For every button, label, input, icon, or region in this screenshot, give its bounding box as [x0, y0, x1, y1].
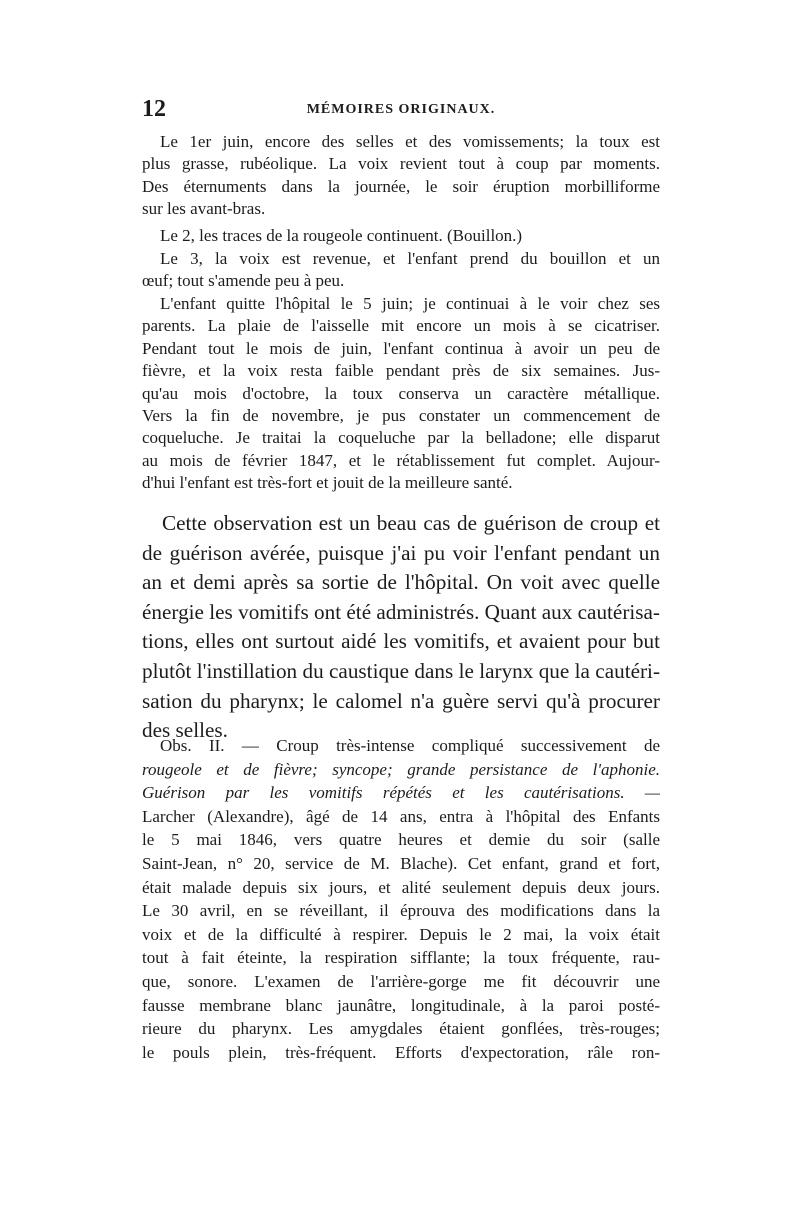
text-line: Le 1er juin, encore des selles et des vomissements; la toux est	[160, 132, 660, 151]
text-line: le 5 mai 1846, vers quatre heures et demie du soir (salle	[142, 830, 660, 850]
paragraph-commentary	[142, 509, 660, 746]
text-line: Saint-Jean, n° 20, service de M. Blache). Cet enfant, grand et fort,	[142, 853, 660, 873]
text-line: coqueluche. Je traitai la coqueluche par la belladone; elle disparut	[142, 428, 660, 448]
text-line: L'enfant quitte l'hôpital le 5 juin; je continuai à le voir chez ses	[160, 294, 660, 313]
running-head: MÉMOIRES ORIGINAUX.	[306, 102, 496, 117]
text-line: au mois de février 1847, et le rétablissement fut complet. Aujour-	[142, 450, 660, 470]
paragraph-observation-2	[142, 734, 660, 1064]
text-line: énergie les vomitifs ont été administrés. Quant aux cautérisa-	[142, 599, 660, 624]
text-line: fausse membrane blanc jaunâtre, longitudinale, à la paroi posté-	[142, 995, 660, 1015]
text-line: Le 3, la voix est revenue, et l'enfant prend du bouillon et un	[160, 249, 660, 268]
observation-heading-line: rougeole et de fièvre; syncope; grande persistance de l'aphonie.	[142, 759, 660, 779]
text-line: fièvre, et la voix resta faible pendant près de six semaines. Jus-	[142, 361, 660, 381]
text-line: de guérison avérée, puisque j'ai pu voir l'enfant pendant un	[142, 540, 660, 565]
paragraph-discharge	[142, 293, 660, 495]
text-line: que, sonore. L'examen de l'arrière-gorge me fit découvrir une	[142, 971, 660, 991]
observation-heading-line: Guérison par les vomitifs répétés et les cautérisations. —	[142, 783, 660, 803]
text-line: sur les avant-bras.	[142, 199, 266, 219]
text-line: des selles.	[142, 718, 228, 743]
text-line: Larcher (Alexandre), âgé de 14 ans, entra à l'hôpital des Enfants	[142, 806, 660, 826]
text-line: qu'au mois d'octobre, la toux conserva un caractère métallique.	[142, 383, 660, 403]
paragraph-june-2	[142, 225, 660, 247]
text-line: tout à fait éteinte, la respiration sifflante; la toux fréquente, rau-	[142, 948, 660, 968]
text-line: Le 30 avril, en se réveillant, il éprouva des modifications dans la	[142, 901, 660, 921]
text-line: an et demi après sa sortie de l'hôpital. On voit avec quelle	[142, 570, 660, 595]
text-line: tions, elles ont surtout aidé les vomitifs, et avaient pour but	[142, 629, 660, 654]
text-line: Pendant tout le mois de juin, l'enfant continua à avoir un peu de	[142, 338, 660, 358]
paragraph-june-1	[142, 131, 660, 221]
observation-heading-line: Obs. II. — Croup très-intense compliqué successivement de	[160, 736, 660, 755]
text-line: Vers la fin de novembre, je pus constater un commencement de	[142, 405, 660, 425]
paragraph-june-3	[142, 248, 660, 293]
text-line: le pouls plein, très-fréquent. Efforts d'expectoration, râle ron-	[142, 1042, 660, 1062]
text-line: rieure du pharynx. Les amygdales étaient gonflées, très-rouges;	[142, 1019, 660, 1039]
text-line: Cette observation est un beau cas de guérison de croup et	[162, 511, 660, 535]
text-line: Le 2, les traces de la rougeole continuent. (Bouillon.)	[160, 226, 523, 245]
text-line: parents. La plaie de l'aisselle mit encore un mois à se cicatriser.	[142, 316, 660, 336]
text-line: plutôt l'instillation du caustique dans le larynx que la cautéri-	[142, 658, 660, 683]
text-line: plus grasse, rubéolique. La voix revient tout à coup par moments.	[142, 154, 660, 174]
page-number: 12	[142, 96, 166, 122]
page-header	[142, 96, 660, 126]
text-line: voix et de la difficulté à respirer. Depuis le 2 mai, la voix était	[142, 924, 660, 944]
text-line: sation du pharynx; le calomel n'a guère servi qu'à procurer	[142, 688, 660, 713]
text-line: Des éternuments dans la journée, le soir éruption morbilliforme	[142, 176, 660, 196]
text-line: était malade depuis six jours, et alité seulement depuis deux jours.	[142, 877, 660, 897]
text-line: œuf; tout s'amende peu à peu.	[142, 271, 345, 291]
text-line: d'hui l'enfant est très-fort et jouit de la meilleure santé.	[142, 473, 513, 493]
